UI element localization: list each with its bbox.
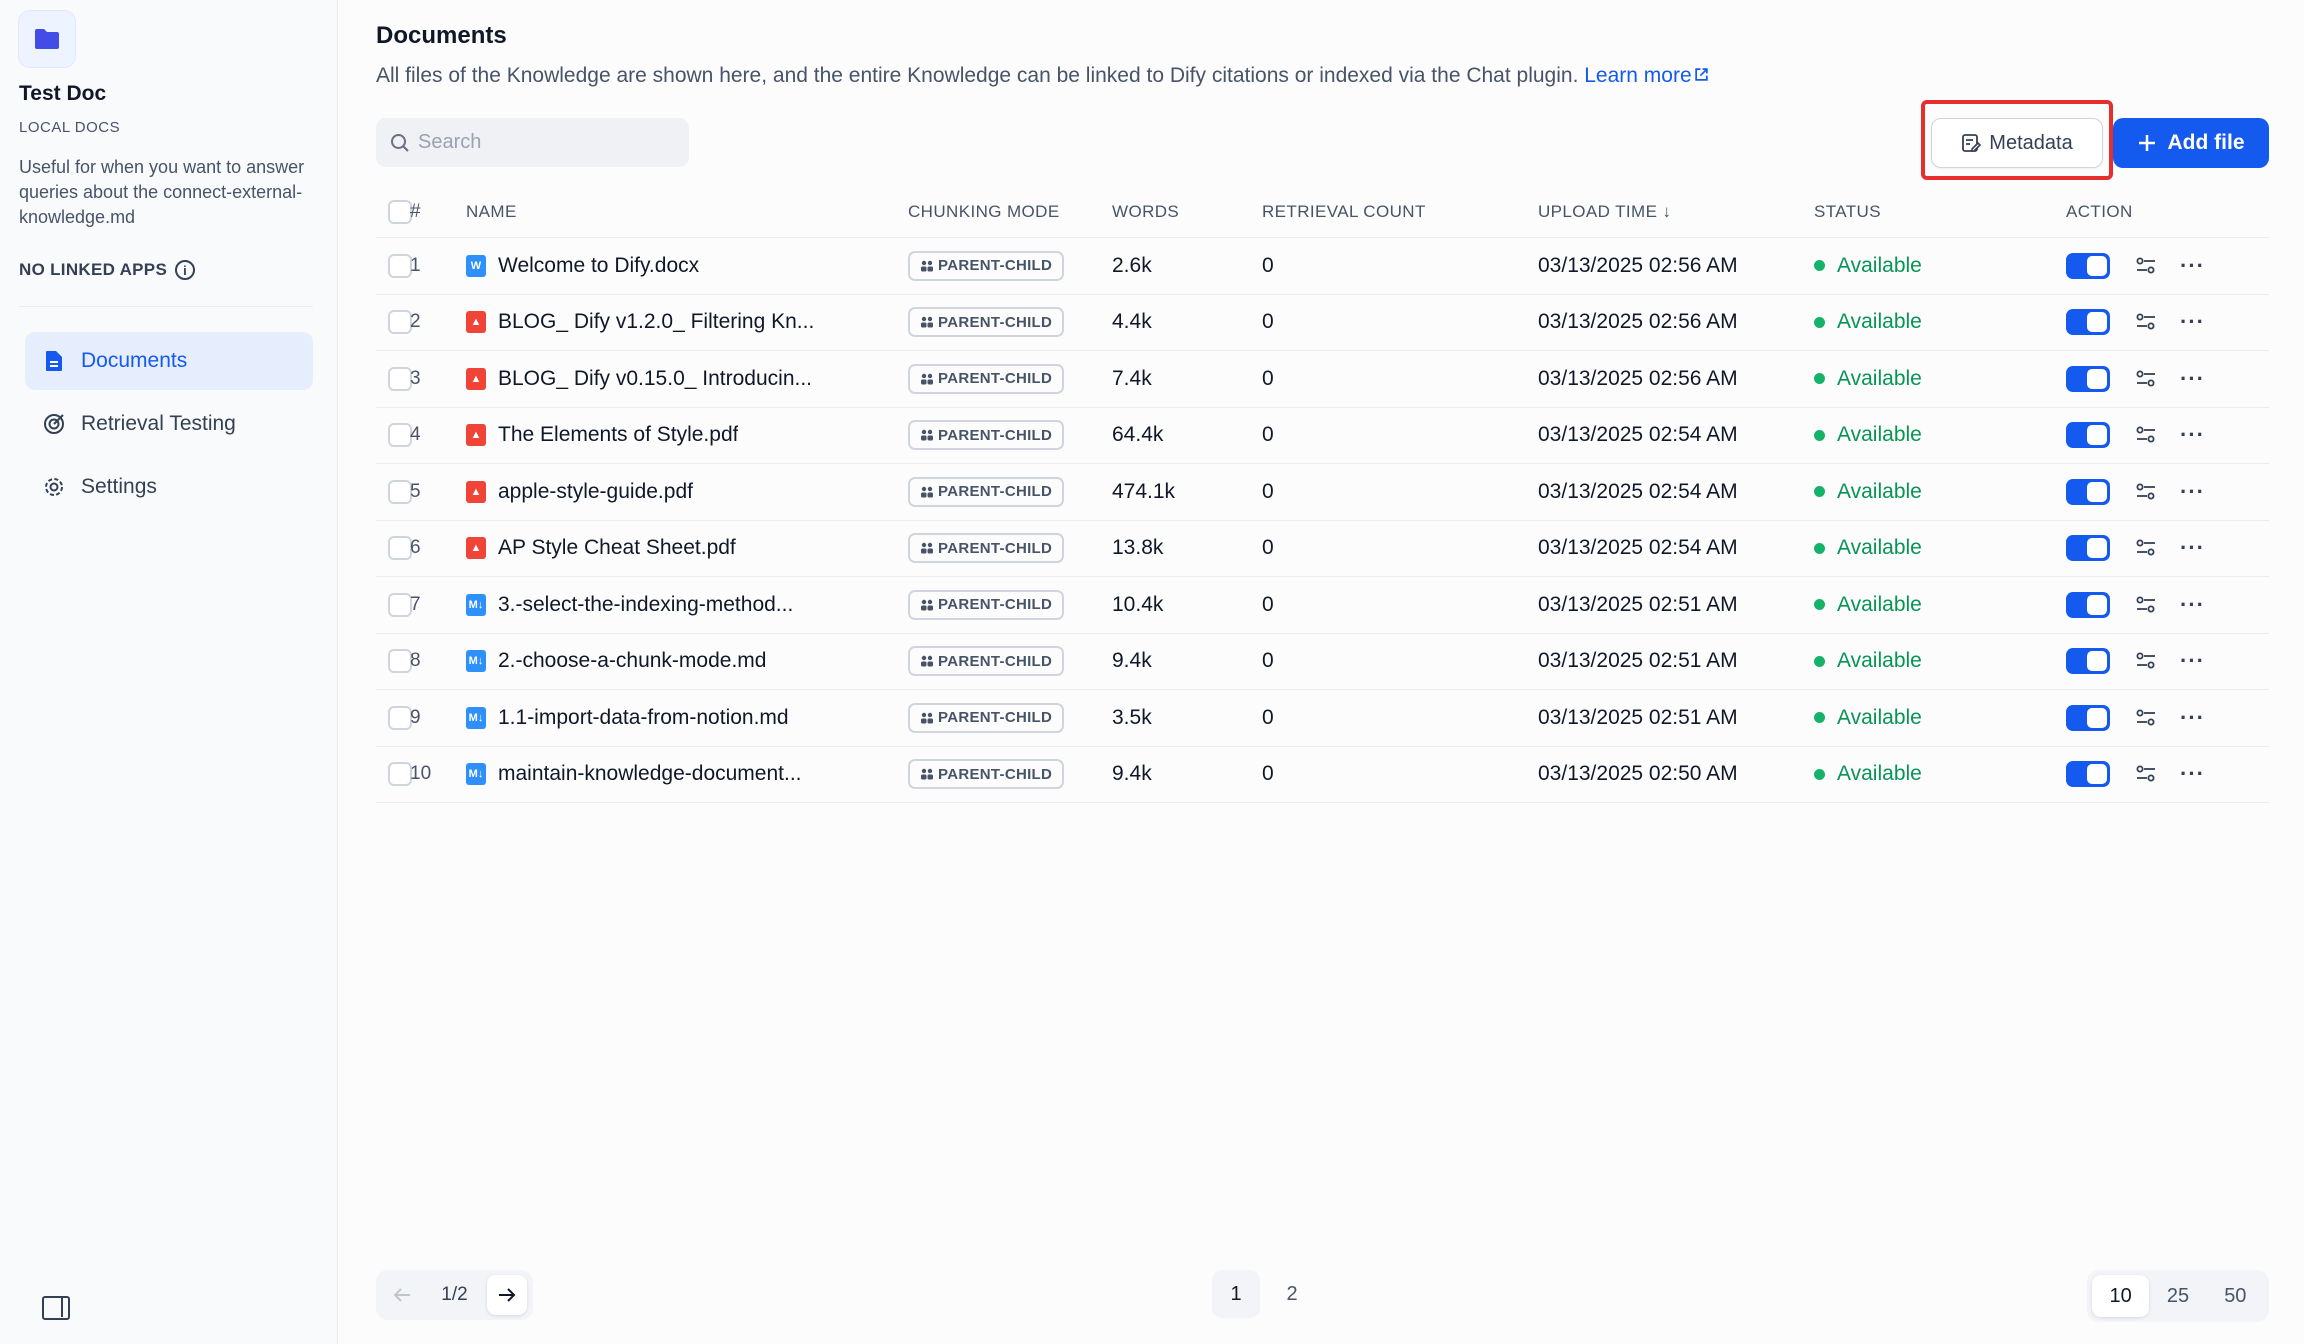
settings-sliders-icon[interactable]	[2134, 423, 2158, 447]
document-name-cell[interactable]	[466, 423, 908, 447]
header-checkbox-cell	[376, 200, 410, 224]
chunking-mode-cell	[908, 590, 1112, 620]
learn-more-link[interactable]	[1584, 64, 1708, 87]
enable-toggle[interactable]	[2066, 592, 2110, 618]
settings-sliders-icon[interactable]	[2134, 367, 2158, 391]
search-icon	[390, 133, 410, 153]
next-page-button[interactable]	[487, 1275, 527, 1315]
col-words: WORDS	[1112, 201, 1180, 221]
upload-time: 03/13/2025 02:54 AM	[1538, 423, 1738, 447]
sidebar-collapse-icon[interactable]	[42, 1296, 70, 1320]
settings-sliders-icon[interactable]	[2134, 310, 2158, 334]
document-icon	[43, 350, 65, 372]
row-checkbox-cell	[376, 536, 410, 560]
target-icon	[43, 413, 65, 435]
chunking-mode-label: PARENT-CHILD	[938, 596, 1053, 614]
chunking-mode-label: PARENT-CHILD	[938, 483, 1053, 501]
document-name-cell[interactable]	[466, 593, 908, 617]
table-row[interactable]	[376, 690, 2269, 747]
enable-toggle[interactable]	[2066, 648, 2110, 674]
action-cell	[2066, 592, 2256, 618]
more-options-icon[interactable]: ···	[2180, 591, 2205, 617]
table-row[interactable]	[376, 747, 2269, 804]
status-cell	[1814, 762, 2066, 786]
sort-down-icon: ↓	[1662, 201, 1672, 221]
page-1-button[interactable]: 1	[1212, 1270, 1260, 1318]
main-content	[339, 0, 2304, 1344]
pdf-file-icon: ▲	[466, 481, 486, 503]
chunking-mode-cell	[908, 533, 1112, 563]
enable-toggle[interactable]	[2066, 253, 2110, 279]
chunking-mode-cell	[908, 646, 1112, 676]
metadata-button[interactable]	[1931, 118, 2103, 168]
sidebar-item-label: Retrieval Testing	[81, 412, 236, 435]
parent-child-icon	[920, 315, 934, 329]
action-cell	[2066, 535, 2256, 561]
chunking-mode-label: PARENT-CHILD	[938, 709, 1053, 727]
settings-sliders-icon[interactable]	[2134, 649, 2158, 673]
parent-child-icon	[920, 485, 934, 499]
word-count: 474.1k	[1112, 479, 1176, 503]
chunking-mode-cell	[908, 364, 1112, 394]
word-count: 2.6k	[1112, 253, 1152, 277]
knowledge-name: Test Doc	[19, 82, 107, 105]
status-label: Available	[1837, 762, 1922, 786]
document-name-cell[interactable]	[466, 254, 908, 278]
arrow-left-icon	[393, 1287, 411, 1303]
col-chunking-mode: CHUNKING MODE	[908, 201, 1060, 221]
enable-toggle[interactable]	[2066, 535, 2110, 561]
status-dot	[1814, 317, 1825, 328]
row-checkbox[interactable]	[388, 423, 412, 447]
word-count: 13.8k	[1112, 536, 1164, 560]
more-options-icon[interactable]: ···	[2180, 252, 2205, 278]
plus-icon	[2138, 134, 2156, 152]
parent-child-icon	[920, 259, 934, 273]
col-num: #	[410, 200, 421, 222]
row-number: 6	[410, 537, 421, 559]
col-name: NAME	[466, 201, 517, 221]
row-checkbox[interactable]	[388, 706, 412, 730]
sidebar-item-documents[interactable]	[25, 332, 313, 390]
row-number: 9	[410, 706, 421, 728]
md-file-icon: M↓	[466, 650, 486, 672]
enable-toggle[interactable]	[2066, 422, 2110, 448]
add-file-button[interactable]	[2113, 118, 2269, 168]
document-name-cell[interactable]	[466, 480, 908, 504]
upload-time: 03/13/2025 02:56 AM	[1538, 253, 1738, 277]
status-cell	[1814, 310, 2066, 334]
md-file-icon: M↓	[466, 594, 486, 616]
document-name-cell[interactable]	[466, 762, 908, 786]
row-checkbox[interactable]	[388, 480, 412, 504]
upload-time: 03/13/2025 02:51 AM	[1538, 649, 1738, 673]
document-name: 2.-choose-a-chunk-mode.md	[498, 649, 767, 673]
pdf-file-icon: ▲	[466, 424, 486, 446]
sidebar-nav	[25, 332, 313, 521]
metadata-icon	[1961, 133, 1981, 153]
row-checkbox[interactable]	[388, 593, 412, 617]
action-cell	[2066, 422, 2256, 448]
retrieval-count: 0	[1262, 705, 1274, 729]
chunking-mode-label: PARENT-CHILD	[938, 370, 1053, 388]
status-label: Available	[1837, 536, 1922, 560]
row-checkbox[interactable]	[388, 649, 412, 673]
row-checkbox-cell	[376, 254, 410, 278]
status-label: Available	[1837, 366, 1922, 390]
document-name: BLOG_ Dify v1.2.0_ Filtering Kn...	[498, 310, 815, 334]
status-label: Available	[1837, 705, 1922, 729]
settings-sliders-icon[interactable]	[2134, 254, 2158, 278]
action-cell	[2066, 705, 2256, 731]
retrieval-count: 0	[1262, 366, 1274, 390]
action-cell	[2066, 309, 2256, 335]
pdf-file-icon: ▲	[466, 311, 486, 333]
total-pages: 2	[457, 1284, 468, 1305]
row-checkbox[interactable]	[388, 310, 412, 334]
status-dot	[1814, 543, 1825, 554]
retrieval-count: 0	[1262, 649, 1274, 673]
status-cell	[1814, 649, 2066, 673]
status-label: Available	[1837, 592, 1922, 616]
status-dot	[1814, 769, 1825, 780]
sidebar-item-settings[interactable]	[25, 458, 313, 516]
more-options-icon[interactable]: ···	[2180, 422, 2205, 448]
status-dot	[1814, 656, 1825, 667]
page-size-50[interactable]: 50	[2224, 1284, 2247, 1307]
pdf-file-icon: ▲	[466, 368, 486, 390]
more-options-icon[interactable]: ···	[2180, 648, 2205, 674]
action-cell	[2066, 479, 2256, 505]
status-label: Available	[1837, 423, 1922, 447]
status-dot	[1814, 260, 1825, 271]
row-number: 10	[410, 763, 432, 785]
action-cell	[2066, 366, 2256, 392]
document-name: apple-style-guide.pdf	[498, 479, 693, 503]
page-stepper	[376, 1270, 533, 1320]
status-cell	[1814, 367, 2066, 391]
row-checkbox-cell	[376, 762, 410, 786]
sidebar	[0, 0, 338, 1344]
folder-icon	[18, 10, 76, 68]
retrieval-count: 0	[1262, 423, 1274, 447]
document-name: BLOG_ Dify v0.15.0_ Introducin...	[498, 366, 812, 390]
metadata-label: Metadata	[1989, 131, 2073, 154]
col-upload-time[interactable]	[1538, 202, 1814, 222]
row-number: 7	[410, 593, 421, 615]
chunking-mode-cell	[908, 307, 1112, 337]
chunking-mode-label: PARENT-CHILD	[938, 652, 1053, 670]
row-number: 2	[410, 311, 421, 333]
row-number: 1	[410, 254, 421, 276]
upload-time: 03/13/2025 02:51 AM	[1538, 705, 1738, 729]
settings-sliders-icon[interactable]	[2134, 593, 2158, 617]
settings-sliders-icon[interactable]	[2134, 762, 2158, 786]
chunking-mode-cell	[908, 251, 1112, 281]
enable-toggle[interactable]	[2066, 366, 2110, 392]
row-checkbox-cell	[376, 480, 410, 504]
word-count: 10.4k	[1112, 592, 1164, 616]
word-count: 64.4k	[1112, 423, 1164, 447]
pdf-file-icon: ▲	[466, 537, 486, 559]
parent-child-icon	[920, 598, 934, 612]
status-cell	[1814, 254, 2066, 278]
linked-apps-label: NO LINKED APPS	[19, 260, 168, 279]
enable-toggle[interactable]	[2066, 705, 2110, 731]
table-row[interactable]	[376, 351, 2269, 408]
status-label: Available	[1837, 649, 1922, 673]
upload-time: 03/13/2025 02:51 AM	[1538, 592, 1738, 616]
learn-more-label: Learn more	[1584, 64, 1692, 87]
search-placeholder: Search	[418, 131, 482, 153]
prev-page-button[interactable]	[382, 1275, 422, 1315]
row-number: 4	[410, 424, 421, 446]
current-page: 1	[441, 1284, 452, 1305]
status-cell	[1814, 536, 2066, 560]
row-number: 5	[410, 480, 421, 502]
chunking-mode-badge	[908, 364, 1064, 394]
table-row[interactable]	[376, 577, 2269, 634]
row-checkbox-cell	[376, 367, 410, 391]
more-options-icon[interactable]: ···	[2180, 365, 2205, 391]
document-name: The Elements of Style.pdf	[498, 423, 739, 447]
table-row[interactable]	[376, 238, 2269, 295]
retrieval-count: 0	[1262, 536, 1274, 560]
chunking-mode-badge	[908, 477, 1064, 507]
chunking-mode-cell	[908, 477, 1112, 507]
document-name: maintain-knowledge-document...	[498, 762, 802, 786]
document-name-cell[interactable]	[466, 706, 908, 730]
word-count: 7.4k	[1112, 366, 1152, 390]
chunking-mode-badge	[908, 703, 1064, 733]
col-upload-time-label: UPLOAD TIME	[1538, 201, 1658, 221]
enable-toggle[interactable]	[2066, 761, 2110, 787]
chunking-mode-badge	[908, 251, 1064, 281]
status-cell	[1814, 423, 2066, 447]
status-dot	[1814, 373, 1825, 384]
row-checkbox[interactable]	[388, 367, 412, 391]
chunking-mode-cell	[908, 703, 1112, 733]
parent-child-icon	[920, 767, 934, 781]
retrieval-count: 0	[1262, 310, 1274, 334]
status-cell	[1814, 480, 2066, 504]
table-header	[376, 186, 2269, 238]
chunking-mode-badge	[908, 759, 1064, 789]
docx-file-icon: W	[466, 255, 486, 277]
document-name: Welcome to Dify.docx	[498, 253, 700, 277]
arrow-right-icon	[498, 1287, 516, 1303]
table-row[interactable]	[376, 634, 2269, 691]
chunking-mode-cell	[908, 759, 1112, 789]
knowledge-type: LOCAL DOCS	[19, 119, 121, 136]
parent-child-icon	[920, 711, 934, 725]
row-checkbox-cell	[376, 423, 410, 447]
sidebar-item-label: Documents	[81, 349, 188, 372]
enable-toggle[interactable]	[2066, 309, 2110, 335]
settings-sliders-icon[interactable]	[2134, 706, 2158, 730]
sidebar-item-retrieval-testing[interactable]	[25, 395, 313, 453]
table-body	[376, 238, 2269, 803]
document-name: 3.-select-the-indexing-method...	[498, 592, 794, 616]
settings-sliders-icon[interactable]	[2134, 536, 2158, 560]
page-size-25[interactable]: 25	[2166, 1284, 2190, 1307]
search-input[interactable]	[376, 118, 689, 167]
more-options-icon[interactable]: ···	[2180, 478, 2205, 504]
page-size-selector	[2087, 1270, 2269, 1322]
info-icon[interactable]: i	[175, 260, 195, 280]
page-numbers	[1212, 1270, 1316, 1318]
parent-child-icon	[920, 541, 934, 555]
page-size-10[interactable]: 10	[2092, 1275, 2149, 1317]
chunking-mode-label: PARENT-CHILD	[938, 426, 1053, 444]
external-link-icon	[1694, 67, 1709, 82]
add-file-label: Add file	[2167, 131, 2245, 154]
knowledge-description: Useful for when you want to answer queries about the connect-external-knowledge.md	[19, 157, 305, 227]
row-checkbox-cell	[376, 706, 410, 730]
document-name-cell[interactable]	[466, 310, 908, 334]
upload-time: 03/13/2025 02:54 AM	[1538, 536, 1738, 560]
chunking-mode-badge	[908, 420, 1064, 450]
status-dot	[1814, 712, 1825, 723]
chunking-mode-cell	[908, 420, 1112, 450]
page-2-button[interactable]: 2	[1286, 1282, 1298, 1305]
upload-time: 03/13/2025 02:56 AM	[1538, 366, 1738, 390]
status-label: Available	[1837, 479, 1922, 503]
chunking-mode-label: PARENT-CHILD	[938, 313, 1053, 331]
status-label: Available	[1837, 310, 1922, 334]
word-count: 3.5k	[1112, 705, 1152, 729]
col-status: STATUS	[1814, 201, 1881, 221]
chunking-mode-label: PARENT-CHILD	[938, 257, 1053, 275]
linked-apps-status	[19, 260, 195, 280]
description-text: All files of the Knowledge are shown here, and the entire Knowledge can be linked to Dify citations or indexed via the Chat plugin.	[376, 64, 1579, 87]
chunking-mode-badge	[908, 533, 1064, 563]
upload-time: 03/13/2025 02:54 AM	[1538, 479, 1738, 503]
document-name-cell[interactable]	[466, 536, 908, 560]
status-dot	[1814, 599, 1825, 610]
table-row[interactable]	[376, 464, 2269, 521]
status-label: Available	[1837, 253, 1922, 277]
retrieval-count: 0	[1262, 592, 1274, 616]
settings-sliders-icon[interactable]	[2134, 480, 2158, 504]
action-cell	[2066, 648, 2256, 674]
page-counter: 1/2	[441, 1284, 468, 1305]
row-number: 8	[410, 650, 421, 672]
row-checkbox-cell	[376, 593, 410, 617]
document-name: AP Style Cheat Sheet.pdf	[498, 536, 736, 560]
upload-time: 03/13/2025 02:50 AM	[1538, 762, 1738, 786]
row-checkbox[interactable]	[388, 536, 412, 560]
status-cell	[1814, 593, 2066, 617]
col-retrieval-count: RETRIEVAL COUNT	[1262, 201, 1426, 221]
row-checkbox[interactable]	[388, 254, 412, 278]
action-cell	[2066, 253, 2256, 279]
parent-child-icon	[920, 654, 934, 668]
document-name-cell[interactable]	[466, 367, 908, 391]
col-action: ACTION	[2066, 201, 2133, 221]
md-file-icon: M↓	[466, 763, 486, 785]
page-description	[376, 64, 1709, 88]
chunking-mode-label: PARENT-CHILD	[938, 539, 1053, 557]
select-all-checkbox[interactable]	[388, 200, 412, 224]
parent-child-icon	[920, 372, 934, 386]
more-options-icon[interactable]: ···	[2180, 704, 2205, 730]
enable-toggle[interactable]	[2066, 479, 2110, 505]
page-title: Documents	[376, 22, 507, 49]
retrieval-count: 0	[1262, 479, 1274, 503]
status-cell	[1814, 706, 2066, 730]
chunking-mode-badge	[908, 307, 1064, 337]
row-checkbox-cell	[376, 310, 410, 334]
upload-time: 03/13/2025 02:56 AM	[1538, 310, 1738, 334]
table-row[interactable]	[376, 408, 2269, 465]
row-checkbox-cell	[376, 649, 410, 673]
row-checkbox[interactable]	[388, 762, 412, 786]
gear-icon	[43, 476, 65, 498]
more-options-icon[interactable]: ···	[2180, 761, 2205, 787]
documents-table	[376, 186, 2269, 803]
word-count: 4.4k	[1112, 310, 1152, 334]
table-row[interactable]	[376, 521, 2269, 578]
chunking-mode-badge	[908, 590, 1064, 620]
row-number: 3	[410, 367, 421, 389]
document-name: 1.1-import-data-from-notion.md	[498, 705, 789, 729]
status-dot	[1814, 486, 1825, 497]
sidebar-item-label: Settings	[81, 475, 157, 498]
chunking-mode-label: PARENT-CHILD	[938, 765, 1053, 783]
retrieval-count: 0	[1262, 762, 1274, 786]
md-file-icon: M↓	[466, 707, 486, 729]
parent-child-icon	[920, 428, 934, 442]
word-count: 9.4k	[1112, 762, 1152, 786]
table-row[interactable]	[376, 295, 2269, 352]
action-cell	[2066, 761, 2256, 787]
more-options-icon[interactable]: ···	[2180, 535, 2205, 561]
retrieval-count: 0	[1262, 253, 1274, 277]
more-options-icon[interactable]: ···	[2180, 309, 2205, 335]
sidebar-divider	[19, 306, 313, 307]
status-dot	[1814, 430, 1825, 441]
document-name-cell[interactable]	[466, 649, 908, 673]
chunking-mode-badge	[908, 646, 1064, 676]
word-count: 9.4k	[1112, 649, 1152, 673]
